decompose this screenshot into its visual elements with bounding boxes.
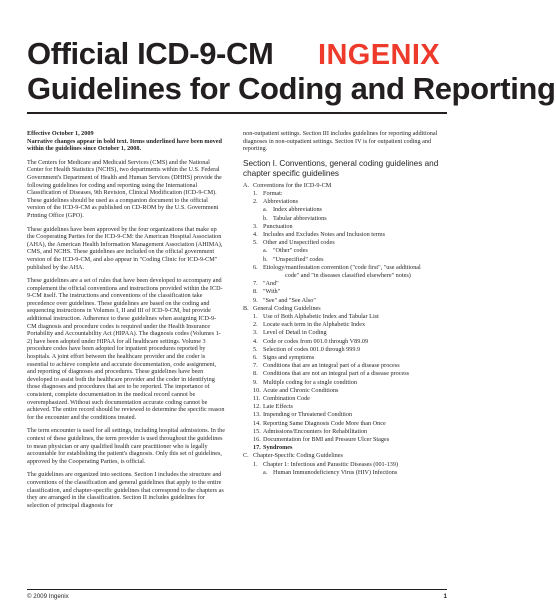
page-number: 1: [443, 593, 447, 600]
outline-item: [243, 387, 449, 395]
outline-text: Chapter 1: Infectious and Parasitic Diseases (001-139): [263, 460, 399, 468]
outline-marker: a.: [263, 468, 268, 476]
outline-item: [243, 313, 449, 321]
guideline-outline: [243, 182, 449, 477]
outline-text: "Other" codes: [273, 247, 308, 255]
outline-text: Code or codes from 001.0 through V89.09: [263, 337, 369, 345]
continuation-paragraph: non-outpatient settings. Section III includes guidelines for reporting additional diagnoses in non-outpatient settings. Section IV is for outpatient coding and reporting.: [243, 130, 438, 153]
outline-item: [243, 198, 449, 206]
outline-item: [243, 444, 449, 452]
outline-marker: b.: [263, 255, 268, 263]
outline-item: [243, 469, 449, 477]
outline-item: [243, 288, 449, 296]
outline-text: Punctuation: [263, 222, 293, 230]
outline-text: Conventions for the ICD-9-CM: [253, 181, 332, 189]
outline-item: [243, 436, 449, 444]
outline-marker: a.: [263, 206, 268, 214]
outline-text: Tabular abbreviations: [273, 214, 327, 222]
outline-text: Admissions/Encounters for Rehabilitation: [263, 427, 368, 435]
outline-text: Reporting Same Diagnosis Code More than Once: [263, 419, 386, 427]
outline-marker: 11.: [253, 395, 261, 403]
page-header: [0, 0, 556, 112]
outline-text: code" and "in diseases classified elsewhere" notes): [285, 272, 411, 280]
outline-text: Conditions that are an integral part of a disease process: [263, 362, 400, 370]
outline-marker: 4.: [253, 231, 258, 238]
outline-text: Combination Code: [263, 395, 310, 403]
outline-item: [243, 239, 449, 247]
body-paragraph: The guidelines are organized into sections. Section I includes the structure and conventions of the classification and general guidelines that apply to the entire classification, and chapter-specific guidelines that correspond to the chapters as they are arranged in the classification. Section II includes guidelines for selection of principal diagnosis for: [27, 471, 224, 509]
narrative-note: Narrative changes appear in bold text. Items underlined have been moved within the guidelines since October 1, 2008.: [27, 137, 222, 153]
outline-text: Syndromes: [263, 444, 293, 452]
outline-text: Format:: [263, 189, 283, 197]
outline-item: [243, 411, 449, 419]
outline-item: [243, 206, 449, 214]
left-column: [27, 130, 225, 515]
header-divider: [27, 112, 447, 114]
body-paragraph: These guidelines have been approved by the four organizations that make up the Cooperating Parties for the ICD-9-CM: the American Hospital Association (AHA), the American Health Information Management Association (AHIMA), CMS, and NCHS. These guidelines are included on the official government version of the ICD-9-CM, and also appear in "Coding Clinic for ICD-9-CM" published by the AHA.: [27, 225, 223, 271]
outline-item: [243, 305, 449, 313]
outline-item: [243, 297, 449, 305]
outline-marker: 8.: [253, 370, 258, 378]
outline-item: [243, 223, 449, 231]
outline-item: [243, 272, 449, 280]
effective-date: Effective October 1, 2009: [27, 130, 94, 137]
right-column: [243, 130, 449, 477]
section-heading: Section I. Conventions, general coding guidelines and chapter specific guidelines: [243, 158, 439, 178]
outline-marker: 3.: [253, 222, 258, 230]
outline-marker: 7.: [253, 280, 258, 288]
outline-text: Abbreviations: [263, 198, 299, 206]
outline-text: Signs and symptoms: [263, 354, 315, 362]
outline-text: "Unspecified" codes: [273, 255, 324, 263]
body-paragraph: The Centers for Medicare and Medicaid Services (CMS) and the National Center for Health Statistics (NCHS), two departments within the U.S. Federal Government's Department of Health and Human Services (DHHS) provide the following guidelines for coding and reporting using the International Classification of Diseases, 9th Revision, Clinical Modification (ICD-9-CM). These guidelines should be used as a companion document to the official version of the ICD-9-CM as published on CD-ROM by the U.S. Government Printing Office (GPO).: [27, 158, 222, 219]
outline-item: [243, 321, 449, 329]
outline-text: Includes and Excludes Notes and Inclusion terms: [263, 231, 386, 238]
outline-marker: 1.: [253, 460, 258, 468]
outline-item: [243, 280, 449, 288]
outline-text: Late Effects: [263, 403, 293, 411]
outline-marker: 7.: [253, 362, 258, 370]
outline-item: [243, 231, 449, 239]
outline-marker: B.: [243, 304, 249, 312]
outline-marker: 13.: [253, 411, 261, 419]
outline-marker: 8.: [253, 288, 258, 296]
outline-item: [243, 190, 449, 198]
outline-marker: 9.: [253, 378, 258, 386]
outline-marker: 9.: [253, 296, 258, 304]
outline-text: Acute and Chronic Conditions: [263, 386, 339, 394]
outline-text: Multiple coding for a single condition: [263, 378, 357, 386]
outline-item: [243, 420, 449, 428]
outline-marker: 10.: [253, 386, 261, 394]
footer-divider: [27, 589, 447, 590]
outline-marker: 12.: [253, 403, 261, 411]
outline-item: [243, 256, 449, 264]
outline-item: [243, 182, 449, 190]
outline-item: [243, 329, 449, 337]
outline-item: [243, 264, 449, 272]
outline-marker: 1.: [253, 189, 258, 197]
outline-item: [243, 452, 449, 460]
outline-text: Other and Unspecified codes: [263, 239, 335, 247]
outline-item: [243, 354, 449, 362]
outline-marker: 16.: [253, 436, 261, 444]
outline-marker: 1.: [253, 313, 258, 321]
outline-marker: 17.: [253, 444, 261, 452]
outline-text: "See" and "See Also": [263, 296, 316, 304]
outline-item: [243, 403, 449, 411]
outline-marker: A.: [243, 181, 250, 189]
outline-marker: 3.: [253, 329, 258, 337]
outline-item: [243, 395, 449, 403]
outline-marker: a.: [263, 247, 268, 255]
outline-marker: C.: [243, 452, 249, 460]
outline-item: [243, 370, 449, 378]
outline-marker: 4.: [253, 337, 258, 345]
left-paragraphs: [27, 159, 225, 510]
outline-marker: 2.: [253, 198, 258, 206]
outline-marker: 5.: [253, 239, 258, 247]
body-paragraph: These guidelines are a set of rules that have been developed to accompany and complement the official conventions and instructions provided within the ICD-9-CM itself. The instructions and conventions of the classification take precedence over guidelines. These guidelines are based on the coding and sequencing instructions in Volumes I, II and III of ICD-9-CM, but provide additional instruction. Adherence to these guidelines when assigning ICD-9-CM diagnosis and procedure codes is required under the Health Insurance Portability and Accountability Act (HIPAA). The diagnosis codes (Volumes 1-2) have been adopted under HIPAA for all healthcare settings. Volume 3 procedure codes have been adopted for inpatient procedures reported by hospitals. A joint effort between the healthcare provider and the coder is essential to achieve complete and accurate documentation, code assignment, and reporting of diagnoses and procedures. These guidelines have been developed to assist both the healthcare provider and the coder in identifying those diagnoses and procedures that are to be reported. The importance of consistent, complete documentation in the medical record cannot be overemphasized. Without such documentation accurate coding cannot be achieved. The entire record should be reviewed to determine the specific reason for the encounter and the conditions treated.: [27, 277, 225, 421]
outline-marker: 6.: [253, 354, 258, 362]
outline-item: [243, 338, 449, 346]
outline-text: General Coding Guidelines: [253, 304, 321, 312]
intro-block: [27, 130, 225, 153]
outline-item: [243, 346, 449, 354]
outline-marker: 2.: [253, 321, 258, 329]
outline-text: Conditions that are not an integral part of a disease process: [263, 370, 410, 378]
outline-marker: b.: [263, 214, 268, 222]
outline-marker: 14.: [253, 419, 261, 427]
document-title-line1: Official ICD-9-CM: [27, 36, 274, 71]
outline-text: Impending or Threatened Condition: [263, 411, 353, 419]
outline-item: [243, 247, 449, 255]
document-title-line2: Guidelines for Coding and Reporting: [27, 71, 556, 106]
outline-item: [243, 362, 449, 370]
outline-text: "With": [263, 288, 281, 296]
outline-text: Human Immunodeficiency Virus (HIV) Infections: [273, 468, 398, 476]
intro-paragraph: [27, 130, 225, 153]
outline-item: [243, 461, 449, 469]
outline-marker: 15.: [253, 427, 261, 435]
outline-text: Etiology/manifestation convention ("code first", "use additional: [263, 263, 421, 271]
outline-text: Index abbreviations: [273, 206, 322, 214]
body-paragraph: The term encounter is used for all settings, including hospital admissions. In the context of these guidelines, the term provider is used throughout the guidelines to mean physician or any qualified health care practitioner who is legally accountable for establishing the patient's diagnosis. Only this set of guidelines, approved by the Cooperating Parties, is official.: [27, 427, 225, 465]
outline-text: Chapter-Specific Coding Guidelines: [253, 452, 343, 460]
outline-text: Locate each term in the Alphabetic Index: [263, 321, 366, 329]
outline-item: [243, 428, 449, 436]
outline-text: Level of Detail in Coding: [263, 329, 327, 337]
ingenix-logo: INGENIX: [318, 39, 441, 71]
outline-marker: 5.: [253, 345, 258, 353]
outline-text: "And": [263, 280, 279, 288]
outline-text: Documentation for BMI and Pressure Ulcer Stages: [263, 436, 390, 444]
outline-item: [243, 379, 449, 387]
outline-text: Selection of codes 001.0 through 999.9: [263, 345, 361, 353]
copyright-notice: © 2009 Ingenix: [27, 593, 69, 600]
outline-text: Use of Both Alphabetic Index and Tabular List: [263, 313, 379, 321]
outline-marker: 6.: [253, 263, 258, 271]
outline-item: [243, 215, 449, 223]
